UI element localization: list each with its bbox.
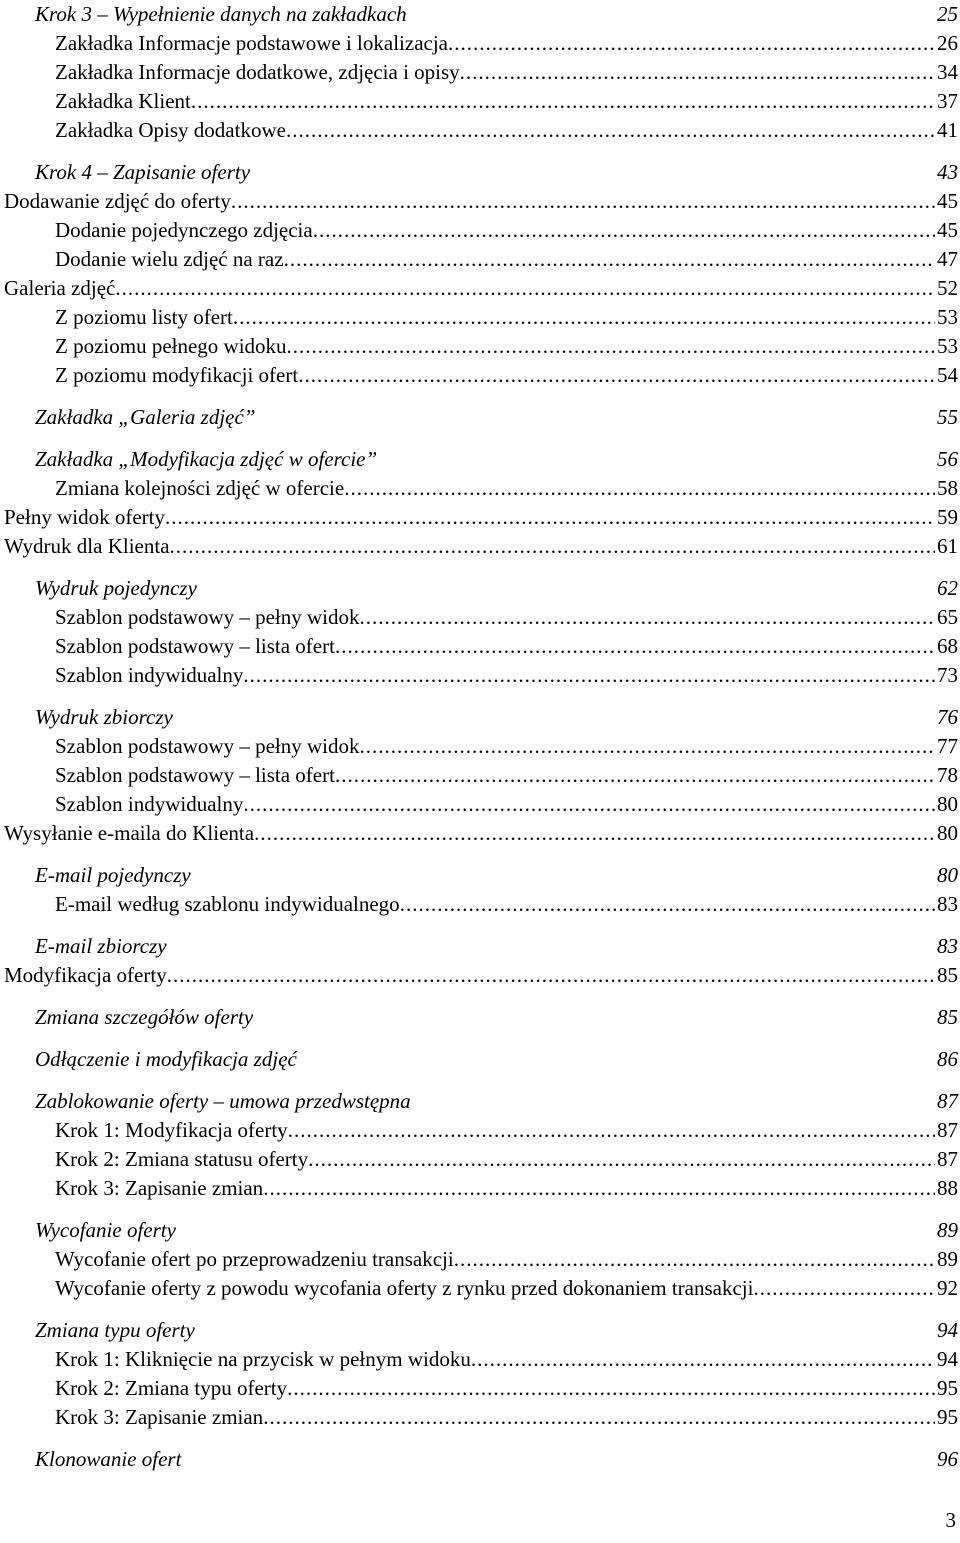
toc-entry-title: Zakładka Informacje dodatkowe, zdjęcia i opisy	[55, 60, 460, 84]
toc-entry-page: 89	[937, 1218, 958, 1242]
toc-entry[interactable]	[0, 1087, 960, 1116]
dot-leader	[335, 761, 935, 790]
toc-entry-title: Wydruk dla Klienta	[4, 534, 170, 558]
toc-entry-page: 80	[937, 863, 958, 887]
dot-leader	[344, 474, 935, 503]
toc-entry[interactable]	[0, 790, 960, 819]
toc-entry-page: 43	[937, 160, 958, 184]
toc-entry-title: Zakładka „Galeria zdjęć”	[35, 405, 256, 429]
toc-entry[interactable]	[0, 761, 960, 790]
toc-entry-title: Pełny widok oferty	[4, 505, 165, 529]
toc-entry-title: E-mail według szablonu indywidualnego	[55, 892, 400, 916]
toc-entry[interactable]	[0, 445, 960, 474]
dot-leader	[308, 1145, 935, 1174]
toc-entry-page: 87	[937, 1147, 958, 1171]
toc-entry-page: 25	[937, 2, 958, 26]
toc-entry[interactable]	[0, 116, 960, 145]
toc-entry-title: Odłączenie i modyfikacja zdjęć	[35, 1047, 297, 1071]
dot-leader	[243, 661, 935, 690]
toc-entry-page: 95	[937, 1405, 958, 1429]
toc-entry-title: Szablon podstawowy – lista ofert	[55, 763, 335, 787]
toc-entry[interactable]	[0, 732, 960, 761]
toc-entry-page: 77	[937, 734, 958, 758]
toc-entry-page: 58	[937, 476, 958, 500]
toc-entry-title: Zablokowanie oferty – umowa przedwstępna	[35, 1089, 411, 1113]
toc-entry[interactable]	[0, 932, 960, 961]
dot-leader	[254, 819, 935, 848]
toc-entry[interactable]	[0, 29, 960, 58]
toc-entry-page: 96	[937, 1447, 958, 1471]
toc-entry-page: 94	[937, 1318, 958, 1342]
toc-entry[interactable]	[0, 332, 960, 361]
dot-leader	[170, 532, 935, 561]
toc-entry-title: Klonowanie ofert	[35, 1447, 182, 1471]
dot-leader	[263, 1174, 935, 1203]
toc-entry[interactable]	[0, 1116, 960, 1145]
toc-entry[interactable]	[0, 403, 960, 432]
toc-entry-page: 94	[937, 1347, 958, 1371]
toc-entry[interactable]	[0, 1403, 960, 1432]
dot-leader	[448, 29, 935, 58]
toc-entry[interactable]	[0, 87, 960, 116]
toc-entry-page: 85	[937, 1005, 958, 1029]
toc-entry-title: Zmiana kolejności zdjęć w ofercie	[55, 476, 345, 500]
toc-entry[interactable]	[0, 861, 960, 890]
toc-entry-page: 53	[937, 334, 958, 358]
toc-entry-title: Zmiana typu oferty	[35, 1318, 195, 1342]
toc-entry-title: Wycofanie oferty	[35, 1218, 176, 1242]
dot-leader	[753, 1274, 935, 1303]
toc-entry-page: 87	[937, 1089, 958, 1113]
dot-leader	[286, 116, 935, 145]
toc-entry-title: Modyfikacja oferty	[4, 963, 167, 987]
dot-leader	[359, 603, 935, 632]
toc-entry-title: Wycofanie oferty z powodu wycofania oferty z rynku przed dokonaniem transakcji	[55, 1276, 754, 1300]
toc-entry-title: Zmiana szczegółów oferty	[35, 1005, 254, 1029]
dot-leader	[115, 274, 935, 303]
toc-entry-title: Zakładka Klient	[55, 89, 191, 113]
toc-entry[interactable]	[0, 890, 960, 919]
toc-entry-page: 83	[937, 934, 958, 958]
toc-entry-title: Szablon indywidualny	[55, 792, 244, 816]
toc-entry[interactable]	[0, 303, 960, 332]
toc-entry-page: 45	[937, 189, 958, 213]
toc-entry-title: Z poziomu pełnego widoku	[55, 334, 287, 358]
dot-leader	[165, 503, 935, 532]
toc-entry-title: E-mail pojedynczy	[35, 863, 191, 887]
toc-entry[interactable]	[0, 361, 960, 390]
toc-entry-page: 54	[937, 363, 958, 387]
toc-entry-page: 26	[937, 31, 958, 55]
dot-leader	[233, 303, 935, 332]
dot-leader	[359, 732, 935, 761]
toc-entry-title: Szablon podstawowy – lista ofert	[55, 634, 335, 658]
toc-entry[interactable]	[0, 603, 960, 632]
toc-entry-page: 47	[937, 247, 958, 271]
toc-entry-page: 88	[937, 1176, 958, 1200]
toc-entry-title: Krok 3: Zapisanie zmian	[55, 1176, 264, 1200]
toc-entry[interactable]	[0, 1003, 960, 1032]
toc-entry-title: Wysyłanie e-maila do Klienta	[4, 821, 255, 845]
toc-entry[interactable]	[0, 245, 960, 274]
dot-leader	[313, 216, 935, 245]
toc-entry[interactable]	[0, 632, 960, 661]
toc-entry-title: Szablon podstawowy – pełny widok	[55, 734, 360, 758]
dot-leader	[454, 1245, 935, 1274]
toc-entry-page: 62	[937, 576, 958, 600]
toc-entry-page: 92	[937, 1276, 958, 1300]
dot-leader	[287, 1374, 935, 1403]
toc-entry-title: Krok 4 – Zapisanie oferty	[35, 160, 251, 184]
toc-entry-title: Dodanie pojedynczego zdjęcia	[55, 218, 313, 242]
toc-entry-title: Wydruk pojedynczy	[35, 576, 197, 600]
toc-entry[interactable]	[0, 1045, 960, 1074]
toc-entry-title: Krok 1: Modyfikacja oferty	[55, 1118, 288, 1142]
toc-entry[interactable]	[0, 1274, 960, 1303]
toc-entry-page: 65	[937, 605, 958, 629]
toc-entry-page: 37	[937, 89, 958, 113]
toc-entry-page: 55	[937, 405, 958, 429]
dot-leader	[471, 1345, 935, 1374]
toc-entry-page: 61	[937, 534, 958, 558]
toc-entry-title: Z poziomu modyfikacji ofert	[55, 363, 299, 387]
toc-entry[interactable]	[0, 703, 960, 732]
toc-entry[interactable]	[0, 1216, 960, 1245]
toc-entry[interactable]	[0, 1445, 960, 1474]
toc-entry-page: 80	[937, 792, 958, 816]
toc-entry-title: Krok 2: Zmiana statusu oferty	[55, 1147, 309, 1171]
toc-entry-page: 59	[937, 505, 958, 529]
toc-entry-page: 78	[937, 763, 958, 787]
dot-leader	[400, 890, 935, 919]
toc-entry[interactable]	[0, 274, 960, 303]
dot-leader	[284, 245, 935, 274]
dot-leader	[243, 790, 935, 819]
toc-entry-title: Szablon indywidualny	[55, 663, 244, 687]
toc-entry-title: Wydruk zbiorczy	[35, 705, 173, 729]
dot-leader	[263, 1403, 935, 1432]
dot-leader	[298, 361, 935, 390]
toc-entry[interactable]	[0, 503, 960, 532]
toc-entry-page: 86	[937, 1047, 958, 1071]
toc-entry-page: 95	[937, 1376, 958, 1400]
toc-entry[interactable]	[0, 1345, 960, 1374]
toc-entry-title: Zakładka „Modyfikacja zdjęć w ofercie”	[35, 447, 378, 471]
toc-entry-page: 87	[937, 1118, 958, 1142]
toc-entry-title: Szablon podstawowy – pełny widok	[55, 605, 360, 629]
toc-entry-title: Dodanie wielu zdjęć na raz	[55, 247, 284, 271]
toc-entry[interactable]	[0, 819, 960, 848]
dot-leader	[167, 961, 935, 990]
toc-entry[interactable]	[0, 1174, 960, 1203]
toc-entry-page: 52	[937, 276, 958, 300]
toc-entry-page: 83	[937, 892, 958, 916]
toc-entry[interactable]	[0, 158, 960, 187]
toc-entry-page: 53	[937, 305, 958, 329]
toc-entry-page: 68	[937, 634, 958, 658]
toc-entry[interactable]	[0, 661, 960, 690]
toc-entry[interactable]	[0, 1245, 960, 1274]
toc-entry-title: Wycofanie ofert po przeprowadzeniu transakcji	[55, 1247, 454, 1271]
toc-entry[interactable]	[0, 532, 960, 561]
dot-leader	[191, 87, 935, 116]
toc-entry-page: 76	[937, 705, 958, 729]
toc-entry-page: 41	[937, 118, 958, 142]
toc-entry[interactable]	[0, 0, 960, 29]
page-number: 3	[945, 1508, 956, 1532]
toc-entry[interactable]	[0, 474, 960, 503]
toc-entry-title: Zakładka Opisy dodatkowe	[55, 118, 286, 142]
toc-entry-page: 73	[937, 663, 958, 687]
toc-entry[interactable]	[0, 574, 960, 603]
toc-entry-page: 85	[937, 963, 958, 987]
toc-entry[interactable]	[0, 961, 960, 990]
dot-leader	[288, 1116, 935, 1145]
toc-entry-title: Galeria zdjęć	[4, 276, 116, 300]
toc-entry-page: 56	[937, 447, 958, 471]
toc-entry-title: Z poziomu listy ofert	[55, 305, 233, 329]
dot-leader	[335, 632, 935, 661]
toc-entry[interactable]	[0, 1145, 960, 1174]
dot-leader	[287, 332, 935, 361]
toc-entry-title: Krok 3 – Wypełnienie danych na zakładkach	[35, 2, 407, 26]
toc-entry-title: E-mail zbiorczy	[35, 934, 167, 958]
toc-entry[interactable]	[0, 216, 960, 245]
toc-entry-page: 34	[937, 60, 958, 84]
toc-entry-title: Zakładka Informacje podstawowe i lokalizacja	[55, 31, 448, 55]
toc-entry-title: Krok 2: Zmiana typu oferty	[55, 1376, 288, 1400]
toc-entry[interactable]	[0, 1316, 960, 1345]
toc-entry[interactable]	[0, 58, 960, 87]
toc-entry[interactable]	[0, 1374, 960, 1403]
toc-entry-title: Dodawanie zdjęć do oferty	[4, 189, 231, 213]
toc-entry-page: 45	[937, 218, 958, 242]
toc-entry-page: 89	[937, 1247, 958, 1271]
toc-entry-title: Krok 3: Zapisanie zmian	[55, 1405, 264, 1429]
toc-entry-title: Krok 1: Kliknięcie na przycisk w pełnym widoku	[55, 1347, 471, 1371]
dot-leader	[460, 58, 935, 87]
toc-entry-page: 80	[937, 821, 958, 845]
toc-entry[interactable]	[0, 187, 960, 216]
dot-leader	[231, 187, 935, 216]
